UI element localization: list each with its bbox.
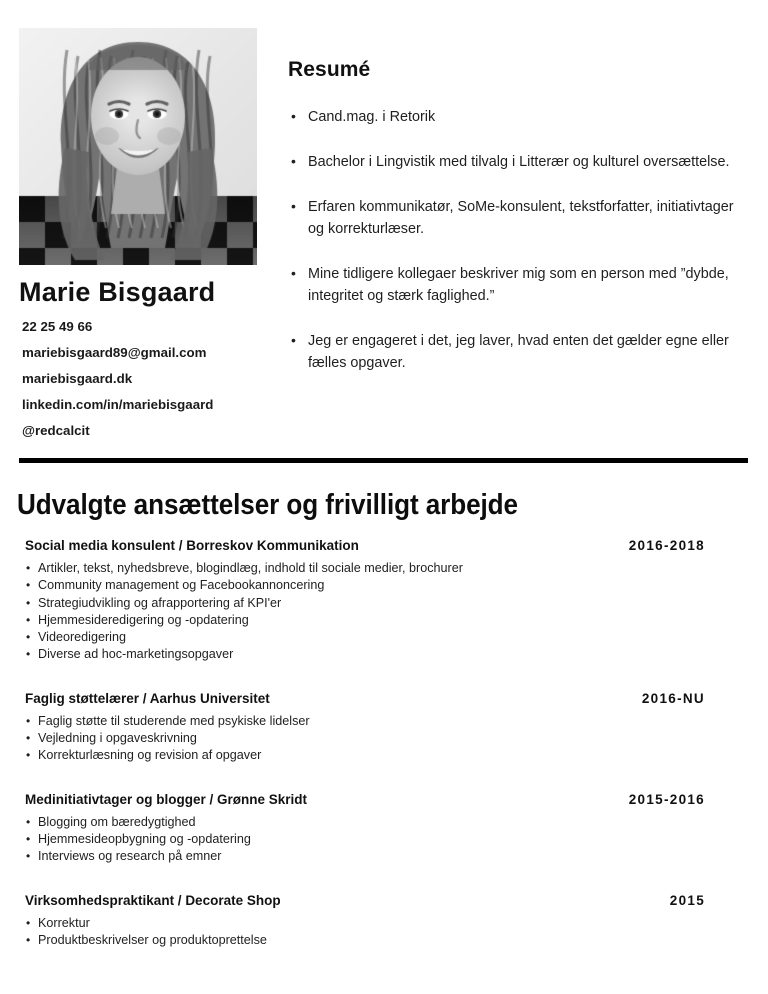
list-item: • Jeg er engageret i det, jeg laver, hvad enten det gælder egne eller fælles opgaver. xyxy=(288,330,748,374)
job-period: 2016-2018 xyxy=(628,538,705,553)
header-section xyxy=(0,0,768,460)
contact-phone[interactable]: 22 25 49 66 xyxy=(22,319,93,334)
job-header xyxy=(0,538,768,557)
list-item: • Korrekturlæsning og revision af opgaver xyxy=(0,747,768,764)
spacer xyxy=(0,765,768,792)
contact-email[interactable]: mariebisgaard89@gmail.com xyxy=(22,345,207,360)
list-item: • Hjemmesideopbygning og -opdatering xyxy=(0,831,768,848)
list-item: • Vejledning i opgaveskrivning xyxy=(0,730,768,747)
list-item xyxy=(0,691,768,765)
list-item: • Strategiudvikling og afrapportering af KPI'er xyxy=(0,595,768,612)
contact-list xyxy=(22,314,272,444)
job-bullet-list xyxy=(0,713,768,765)
contact-handle[interactable]: @redcalcit xyxy=(22,423,90,438)
job-bullet-list xyxy=(0,560,768,664)
job-title: Social media konsulent / Borreskov Kommunikation xyxy=(25,538,359,553)
page-title: Marie Bisgaard xyxy=(19,277,216,307)
list-item: • Produktbeskrivelser og produktoprettelse xyxy=(0,932,768,949)
job-period: 2015-2016 xyxy=(628,791,705,807)
list-item: • Community management og Facebookannoncering xyxy=(0,577,768,594)
list-item xyxy=(0,538,768,664)
experience-list xyxy=(0,538,768,949)
list-item: • Erfaren kommunikatør, SoMe-konsulent, tekstforfatter, initiativtager og korrekturlæser. xyxy=(288,196,748,240)
list-item: • Bachelor i Lingvistik med tilvalg i Litterær og kulturel oversættelse. xyxy=(288,151,748,173)
spacer xyxy=(0,664,768,691)
job-title: Virksomhedspraktikant / Decorate Shop xyxy=(25,892,281,908)
list-item: • Artikler, tekst, nyhedsbreve, blogindlæg, indhold til sociale medier, brochurer xyxy=(0,560,768,577)
resume-heading: Resumé xyxy=(288,58,371,81)
list-item: • Mine tidligere kollegaer beskriver mig som en person med ”dybde, integritet og stærk faglighed.” xyxy=(288,263,748,307)
job-period: 2016-NU xyxy=(641,690,705,706)
job-header xyxy=(0,893,768,912)
job-title: Medinitiativtager og blogger / Grønne Skridt xyxy=(25,791,308,807)
job-header xyxy=(0,691,768,710)
list-item: • Faglig støtte til studerende med psykiske lidelser xyxy=(0,713,768,730)
resume-bullet-list xyxy=(288,106,748,397)
avatar xyxy=(19,28,257,265)
contact-website[interactable]: mariebisgaard.dk xyxy=(22,371,133,386)
job-period: 2015 xyxy=(669,892,705,908)
experience-heading: Udvalgte ansættelser og frivilligt arbejde xyxy=(17,489,518,521)
list-item xyxy=(0,893,768,950)
contact-linkedin[interactable]: linkedin.com/in/mariebisgaard xyxy=(22,397,214,412)
job-bullet-list xyxy=(0,915,768,950)
spacer xyxy=(0,866,768,893)
list-item: • Hjemmesideredigering og -opdatering xyxy=(0,612,768,629)
list-item: • Cand.mag. i Retorik xyxy=(288,106,748,128)
list-item: • Blogging om bæredygtighed xyxy=(0,814,768,831)
list-item: • Korrektur xyxy=(0,915,768,932)
portrait-photo xyxy=(19,28,257,265)
list-item: • Videoredigering xyxy=(0,629,768,646)
job-title: Faglig støttelærer / Aarhus Universitet xyxy=(25,690,270,706)
job-bullet-list xyxy=(0,814,768,866)
list-item xyxy=(0,792,768,866)
list-item: • Diverse ad hoc-marketingsopgaver xyxy=(0,646,768,663)
list-item: • Interviews og research på emner xyxy=(0,848,768,865)
section-divider xyxy=(19,458,748,463)
job-header xyxy=(0,792,768,811)
